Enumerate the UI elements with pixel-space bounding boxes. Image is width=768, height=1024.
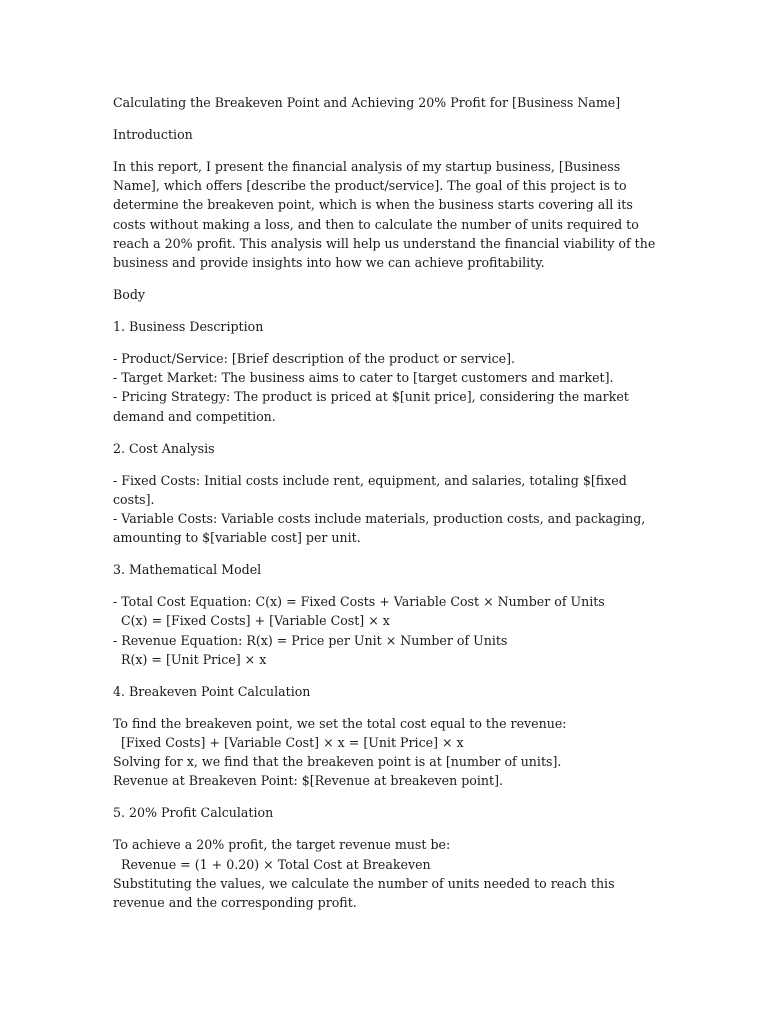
section-3-line: - Total Cost Equation: C(x) = Fixed Costs + Variable Cost × Number of Units <box>113 594 605 610</box>
section-4-line: To find the breakeven point, we set the total cost equal to the revenue: <box>113 715 567 731</box>
section-4-line: Solving for x, we find that the breakeven point is at [number of units]. <box>113 754 562 770</box>
section-5-line: Substituting the values, we calculate the number of units needed to reach this revenue and the corresponding profit. <box>113 875 615 911</box>
section-3-line: - Revenue Equation: R(x) = Price per Unit × Number of Units <box>113 632 508 648</box>
section-1-line: - Product/Service: [Brief description of the product or service]. <box>113 351 516 367</box>
section-3-content <box>113 592 658 669</box>
section-3-line: C(x) = [Fixed Costs] + [Variable Cost] × x <box>113 613 390 629</box>
section-3-line: R(x) = [Unit Price] × x <box>113 651 267 667</box>
section-1-heading: 1. Business Description <box>113 319 264 335</box>
section-2-line: - Variable Costs: Variable costs include materials, production costs, and packaging, amounting to $[variable cost] per unit. <box>113 511 646 546</box>
section-1-line: - Pricing Strategy: The product is priced at $[unit price], considering the market demand and competition. <box>113 389 629 424</box>
document-page <box>113 93 658 925</box>
section-4-content <box>113 714 658 791</box>
intro-heading: Introduction <box>113 127 193 142</box>
section-4-line: Revenue at Breakeven Point: $[Revenue at breakeven point]. <box>113 773 503 789</box>
section-3-heading: 3. Mathematical Model <box>113 562 262 578</box>
section-5-line: Revenue = (1 + 0.20) × Total Cost at Breakeven <box>113 856 431 872</box>
section-5-line: To achieve a 20% profit, the target revenue must be: <box>113 837 451 853</box>
section-1-content <box>113 349 658 426</box>
intro-paragraph: In this report, I present the financial analysis of my startup business, [Business Name], which offers [describe the product/service]. The goal of this project is to determine the breakeven point, which is when the business starts covering all its costs without making a loss, and then to calculate the number of units required to reach a 20% profit. This analysis will help us understand the financial viability of the business and provide insights into how we can achieve profitability. <box>113 159 656 271</box>
section-2-heading: 2. Cost Analysis <box>113 440 215 456</box>
section-2-content <box>113 471 658 548</box>
section-1-line: - Target Market: The business aims to cater to [target customers and market]. <box>113 370 614 386</box>
section-4-line: [Fixed Costs] + [Variable Cost] × x = [Unit Price] × x <box>113 735 464 751</box>
section-5-heading: 5. 20% Profit Calculation <box>113 805 274 821</box>
section-2-line: - Fixed Costs: Initial costs include rent, equipment, and salaries, totaling $[fixed costs]. <box>113 472 627 507</box>
body-heading: Body <box>113 287 146 303</box>
section-4-heading: 4. Breakeven Point Calculation <box>113 683 311 699</box>
document-title: Calculating the Breakeven Point and Achieving 20% Profit for [Business Name] <box>113 95 621 110</box>
section-5-content <box>113 835 658 912</box>
